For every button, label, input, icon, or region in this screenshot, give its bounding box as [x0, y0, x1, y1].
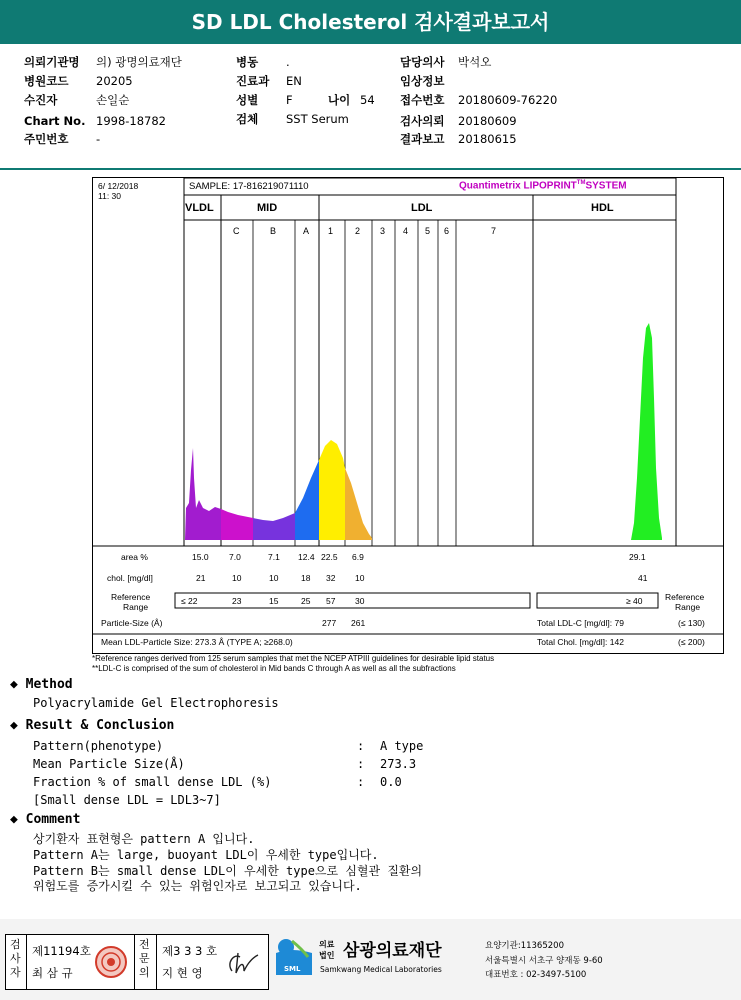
ref-cell: 30 — [355, 596, 365, 606]
info-label: 접수번호 — [400, 93, 445, 107]
chart-time: 11: 30 — [98, 191, 122, 201]
comment-line: 위험도를 증가시킬 수 있는 위험인자로 보고되고 있습니다. — [33, 879, 362, 893]
psize-label: Particle-Size (Å) — [101, 618, 163, 628]
total-ldl: Total LDL-C [mg/dl]: 79 — [537, 618, 624, 628]
result-value: 0.0 — [380, 775, 402, 789]
chol-cell: 10 — [355, 573, 365, 583]
org-address: 서울특별시 서초구 양재동 9-60 — [485, 956, 603, 966]
chol-cell: 10 — [232, 573, 242, 583]
band-label: 3 — [380, 226, 386, 236]
area-label: area % — [121, 552, 148, 562]
total-chol: Total Chol. [mg/dl]: 142 — [537, 637, 624, 647]
system-name-text: Quantimetrix LIPOPRINT — [459, 180, 577, 192]
result-label: Mean Particle Size(Å) — [33, 757, 185, 771]
info-label: 병원코드 — [24, 74, 69, 88]
bullet-icon: ◆ — [10, 677, 26, 692]
ref-label-right: Reference — [665, 592, 705, 602]
electrophoresis-graph — [93, 178, 723, 653]
vldl-peak — [185, 448, 221, 540]
info-label: 담당의사 — [400, 55, 445, 69]
lipoprint-chart — [92, 177, 724, 654]
region-hdl: HDL — [591, 202, 614, 214]
ref-range-box — [175, 593, 530, 608]
comment-heading — [10, 812, 80, 827]
psize-cell: 261 — [351, 618, 366, 628]
info-value: SST Serum — [286, 112, 349, 126]
ldl1-peak — [319, 440, 345, 540]
area-cell: 15.0 — [192, 552, 209, 562]
ref-label: Range — [123, 602, 149, 612]
report-title: SD LDL Cholesterol 검사결과보고서 — [191, 10, 550, 34]
result-heading — [10, 718, 174, 733]
info-value: EN — [286, 74, 302, 88]
tester-label: 검사자 — [10, 938, 21, 979]
mid-b-peak — [253, 513, 295, 540]
comment-line: Pattern A는 large, buoyant LDL이 우세한 type입니다. — [33, 848, 379, 862]
info-label: 주민번호 — [24, 132, 69, 146]
band-label: 5 — [425, 226, 431, 236]
trademark: TM — [576, 180, 586, 186]
chol-cell: 18 — [301, 573, 311, 583]
result-title: Result & Conclusion — [25, 718, 175, 733]
info-value: 박석오 — [458, 55, 492, 69]
reviewer-label: 전문의 — [139, 938, 150, 979]
mid-c-peak — [221, 509, 253, 540]
info-label: 병동 — [236, 55, 259, 69]
ref-label-right: Range — [675, 602, 701, 612]
info-label: Chart No. — [24, 114, 86, 128]
info-label: 의뢰기관명 — [24, 55, 80, 69]
band-label: 1 — [328, 226, 334, 236]
chol-cell-hdl: 41 — [638, 573, 648, 583]
area-cell: 7.1 — [268, 552, 280, 562]
result-colon: : — [357, 757, 365, 771]
comment-line: 상기환자 표현형은 pattern A 입니다. — [33, 832, 255, 846]
psize-cell: 277 — [322, 618, 337, 628]
ref-cell: 15 — [269, 596, 279, 606]
band-label: C — [233, 226, 240, 236]
method-heading — [10, 677, 73, 692]
mean-size: Mean LDL-Particle Size: 273.3 Å (TYPE A; ≥268.0) — [101, 637, 293, 647]
info-value: F — [286, 93, 293, 107]
bullet-icon: ◆ — [10, 812, 26, 827]
info-label: 검사의뢰 — [400, 114, 445, 128]
info-label: 수진자 — [24, 93, 58, 107]
method-title: Method — [25, 677, 73, 692]
chol-cell: 21 — [196, 573, 206, 583]
footnote: *Reference ranges derived from 125 serum samples that met the NCEP ATPIII guidelines for desirable lipid status — [92, 654, 495, 663]
area-cell: 7.0 — [229, 552, 241, 562]
divider — [0, 168, 741, 170]
info-label: 결과보고 — [400, 132, 445, 146]
area-cell: 12.4 — [298, 552, 315, 562]
ref-label: Reference — [111, 592, 151, 602]
age-label: 나이 — [328, 93, 351, 107]
signature-icon — [224, 949, 264, 979]
org-small: 의료 — [319, 940, 335, 949]
band-label: 2 — [355, 226, 361, 236]
org-name: 삼광의료재단 — [343, 941, 442, 961]
ldl2-peak — [345, 468, 372, 540]
band-label: B — [270, 226, 277, 236]
total-ldl-ref: (≤ 130) — [678, 618, 705, 628]
divider — [156, 935, 157, 989]
info-value: 20205 — [96, 74, 133, 88]
ref-cell-hdl: ≥ 40 — [626, 596, 643, 606]
result-colon: : — [357, 775, 365, 789]
reviewer-name: 지 현 영 — [162, 966, 203, 980]
info-block — [0, 53, 741, 153]
area-cell: 22.5 — [321, 552, 338, 562]
region-mid: MID — [257, 202, 278, 214]
org-english: Samkwang Medical Laboratories — [320, 965, 442, 974]
chart-date: 6/ 12/2018 — [98, 181, 139, 191]
result-value: 273.3 — [380, 757, 417, 771]
mid-a-peak — [295, 460, 319, 540]
result-label: Fraction % of small dense LDL (%) — [33, 775, 272, 789]
ref-cell: 23 — [232, 596, 242, 606]
ref-cell: ≤ 22 — [181, 596, 198, 606]
area-cell: 6.9 — [352, 552, 364, 562]
band-label: 4 — [403, 226, 409, 236]
area-cell-hdl: 29.1 — [629, 552, 646, 562]
system-name — [459, 180, 627, 191]
divider — [134, 935, 135, 989]
info-value: - — [96, 132, 101, 146]
hdl-peak — [631, 323, 662, 540]
org-code: 요양기관:11365200 — [485, 941, 564, 951]
band-label: A — [303, 226, 310, 236]
tester-no: 제11194호 — [32, 944, 91, 958]
info-label: 검체 — [236, 112, 259, 126]
region-vldl: VLDL — [185, 202, 214, 214]
info-label: 성별 — [236, 93, 259, 107]
method-text: Polyacrylamide Gel Electrophoresis — [33, 696, 279, 710]
reviewer-no: 제3 3 3 호 — [162, 944, 218, 958]
ref-cell: 57 — [326, 596, 336, 606]
result-colon: : — [357, 739, 365, 753]
result-label: Pattern(phenotype) — [33, 739, 164, 753]
tester-name: 최 삼 규 — [32, 966, 73, 980]
info-value: 의) 광명의료재단 — [96, 55, 182, 69]
result-note: [Small dense LDL = LDL3~7] — [33, 793, 221, 807]
info-value: . — [286, 55, 290, 69]
chol-label: chol. [mg/dl] — [107, 573, 153, 583]
info-value: 20180615 — [458, 132, 517, 146]
footnote: **LDL-C is comprised of the sum of cholesterol in Mid bands C through A as well as all the subfractions — [92, 664, 456, 673]
region-ldl: LDL — [411, 202, 433, 214]
chol-cell: 32 — [326, 573, 336, 583]
age-value: 54 — [360, 93, 375, 107]
logo-text: SML — [284, 965, 301, 973]
comment-title: Comment — [25, 812, 81, 827]
info-value: 1998-18782 — [96, 114, 166, 128]
system-suffix: SYSTEM — [585, 180, 627, 192]
result-value: A type — [380, 739, 424, 753]
info-label: 임상정보 — [400, 74, 445, 88]
bullet-icon: ◆ — [10, 718, 26, 733]
divider — [26, 935, 27, 989]
signature-box — [5, 934, 269, 990]
info-label: 진료과 — [236, 74, 270, 88]
org-small: 법인 — [319, 951, 335, 960]
info-value: 손일순 — [96, 93, 130, 107]
seal-stamp-icon — [94, 945, 128, 979]
org-phone: 대표번호 : 02-3497-5100 — [485, 970, 587, 980]
info-value: 20180609-76220 — [458, 93, 558, 107]
comment-line: Pattern B는 small dense LDL이 우세한 type으로 심혈관 질환의 — [33, 864, 423, 878]
ref-cell: 25 — [301, 596, 311, 606]
total-chol-ref: (≤ 200) — [678, 637, 705, 647]
info-value: 20180609 — [458, 114, 517, 128]
sample-id: SAMPLE: 17-816219071110 — [189, 181, 309, 192]
band-label: 7 — [491, 226, 497, 236]
chol-cell: 10 — [269, 573, 279, 583]
band-label: 6 — [444, 226, 450, 236]
